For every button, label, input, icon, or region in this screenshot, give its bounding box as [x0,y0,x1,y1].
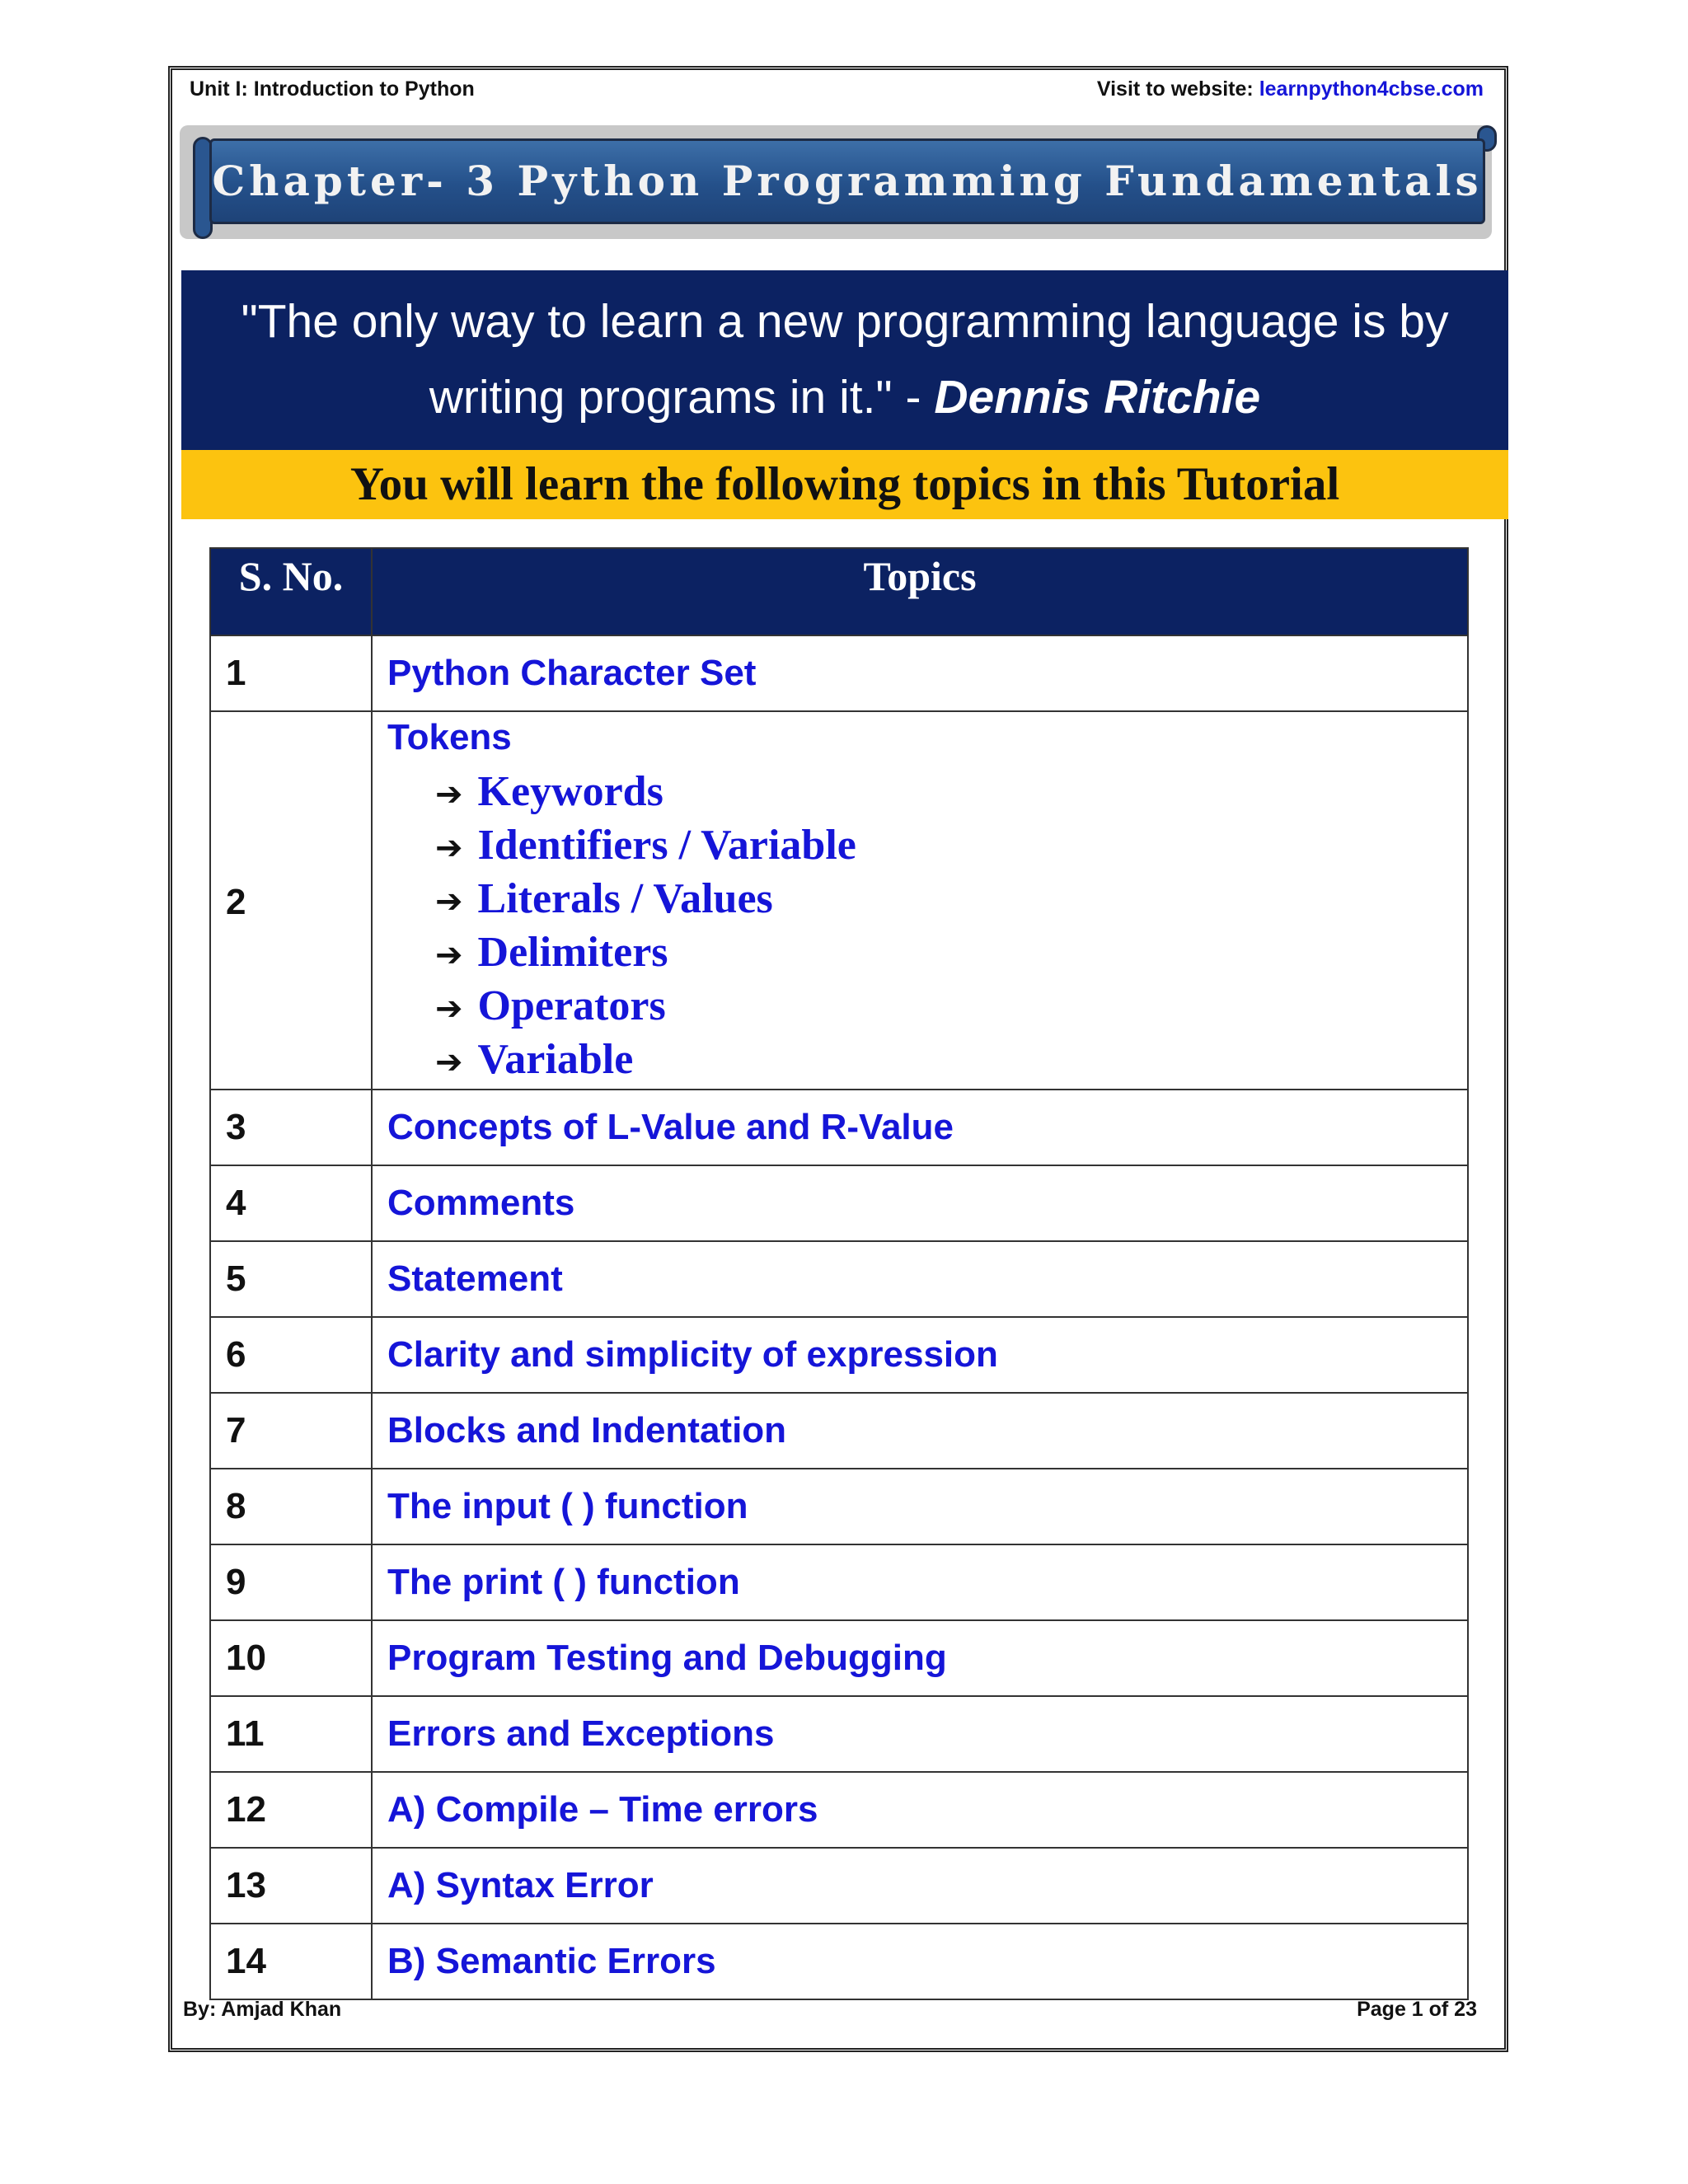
header-topics: Topics [372,548,1468,635]
subtopic-item[interactable] [435,1034,1466,1088]
subtopic-label: Literals / Values [477,875,773,922]
row-sno: 6 [210,1317,372,1393]
table-row [210,1924,1468,1999]
topic-link[interactable]: Python Character Set [372,635,1468,711]
row-sno: 11 [210,1696,372,1772]
subtopic-label: Keywords [477,768,663,815]
subtopic-item[interactable] [435,927,1466,981]
arrow-right-icon: ➔ [435,990,463,1028]
table-row [210,1469,1468,1544]
subtopic-item[interactable] [435,981,1466,1034]
row-sno: 2 [210,711,372,1090]
topic-link[interactable]: Comments [372,1165,1468,1241]
row-sno: 10 [210,1620,372,1696]
table-row [210,711,1468,1090]
topic-link[interactable]: Errors and Exceptions [372,1696,1468,1772]
chapter-title: Chapter- 3 Python Programming Fundamentals [212,157,1483,205]
topic-link[interactable]: Statement [372,1241,1468,1317]
arrow-right-icon: ➔ [435,936,463,974]
arrow-right-icon: ➔ [435,1043,463,1081]
topic-link[interactable]: A) Syntax Error [372,1848,1468,1924]
website-link[interactable]: learnpython4cbse.com [1259,77,1484,101]
table-row [210,1165,1468,1241]
table-row [210,1544,1468,1620]
row-sno: 5 [210,1241,372,1317]
subtopic-item[interactable] [435,766,1466,820]
subtopic-item[interactable] [435,820,1466,874]
table-row [210,1241,1468,1317]
subtopic-label: Identifiers / Variable [477,822,856,869]
header-unit-title: Unit I: Introduction to Python [190,77,475,101]
table-row [210,1696,1468,1772]
table-row [210,1090,1468,1165]
row-sno: 14 [210,1924,372,1999]
topic-link[interactable]: Clarity and simplicity of expression [372,1317,1468,1393]
header-website-prefix: Visit to website: [1096,77,1259,101]
topic-link[interactable]: Program Testing and Debugging [372,1620,1468,1696]
topic-link[interactable]: Tokens [387,717,512,757]
row-sno: 1 [210,635,372,711]
quote-author: Dennis Ritchie [934,371,1261,424]
topic-link[interactable]: B) Semantic Errors [372,1924,1468,1999]
topics-table [209,547,1469,2000]
row-sno: 9 [210,1544,372,1620]
table-row [210,1317,1468,1393]
quote-text: "The only way to learn a new programming language is by writing programs in it." - [241,295,1449,424]
learn-topics-heading: You will learn the following topics in this Tutorial [181,450,1508,519]
row-sno: 12 [210,1772,372,1848]
header-website [1097,77,1484,101]
quote-block [181,270,1508,450]
footer-page-number: Page 1 of 23 [1357,1998,1477,2021]
subtopic-item[interactable] [435,874,1466,927]
table-header-row [210,548,1468,635]
row-sno: 13 [210,1848,372,1924]
row-sno: 4 [210,1165,372,1241]
table-row [210,1393,1468,1469]
table-row [210,635,1468,711]
footer-author: By: Amjad Khan [183,1998,342,2021]
subtopic-label: Operators [477,982,666,1029]
tokens-cell [372,711,1468,1090]
subtopic-label: Variable [477,1036,634,1083]
topic-link[interactable]: The input ( ) function [372,1469,1468,1544]
table-row [210,1848,1468,1924]
header-sno: S. No. [210,548,372,635]
tokens-sublist [387,766,1466,1088]
topic-link[interactable]: The print ( ) function [372,1544,1468,1620]
topic-link[interactable]: Blocks and Indentation [372,1393,1468,1469]
row-sno: 8 [210,1469,372,1544]
arrow-right-icon: ➔ [435,883,463,921]
subtopic-label: Delimiters [477,929,668,976]
row-sno: 7 [210,1393,372,1469]
topic-link[interactable]: Concepts of L-Value and R-Value [372,1090,1468,1165]
arrow-right-icon: ➔ [435,829,463,867]
table-row [210,1772,1468,1848]
row-sno: 3 [210,1090,372,1165]
topic-link[interactable]: A) Compile – Time errors [372,1772,1468,1848]
table-row [210,1620,1468,1696]
arrow-right-icon: ➔ [435,776,463,813]
